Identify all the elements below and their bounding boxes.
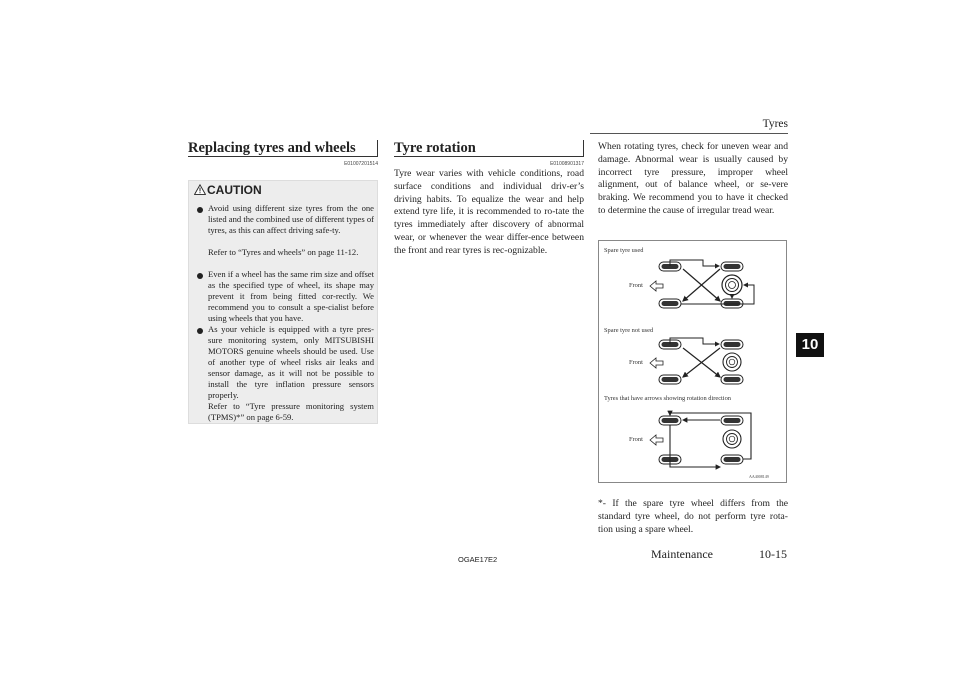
footer-section-name: Maintenance (651, 547, 713, 561)
rotation-check-body: When rotating tyres, check for uneven wear and damage. Abnormal wear is usually caused by incorrect tyre pressure, improper wheel alignment, out of balance wheel, or se-vere braking. We recommend you to have it checked to determine the cause of irregular tread wear. (598, 141, 788, 216)
warning-triangle-icon (194, 184, 206, 195)
figure-code: AA4008149 (749, 474, 769, 479)
tyre-icon (659, 299, 681, 308)
chapter-tab: 10 (796, 333, 824, 357)
bullet-dot (197, 273, 203, 279)
spare-tyre-icon (723, 430, 741, 448)
title-tick (377, 140, 378, 156)
section-title-tyre-rotation: Tyre rotation (394, 140, 476, 156)
bullet-dot (197, 207, 203, 213)
tyre-icon (659, 416, 681, 425)
page-number: 10-15 (759, 547, 787, 561)
caution-item-3-ref: Refer to “Tyre pressure monitoring system (TPMS)*” on page 6-59. (208, 401, 374, 422)
spare-tyre-icon (722, 275, 742, 295)
tyre-rotation-body: Tyre wear varies with vehicle conditions, road surface conditions and individual driv-er’s driving habits. To equalize the wear and help extend tyre life, it is recommended to ro-tate the tyres immediately after discovery of abnormal wear, or whenever the wear differ-ence between the front and rear tyres is rec-ognizable. (394, 168, 584, 256)
tyre-icon (721, 262, 743, 271)
tyre-icon (721, 375, 743, 384)
section-code: E01008901317 (550, 161, 584, 167)
title-tick (583, 140, 584, 156)
title-rule (394, 156, 584, 157)
caution-item-2: Even if a wheel has the same rim size and offset as the specified type of wheel, its shape may prevent it from being fitted cor-rectly. We recommend you to consult a spe-cialist before using wheels that you have. (208, 269, 374, 323)
spare-tyre-icon (723, 353, 741, 371)
header-rule (590, 133, 788, 134)
panel-label-spare-not-used: Spare tyre not used (604, 327, 654, 334)
title-rule (188, 156, 378, 157)
tyre-rotation-figure (598, 240, 787, 483)
running-head: Tyres (762, 118, 788, 130)
caution-item-1-ref: Refer to “Tyres and wheels” on page 11-12. (208, 247, 359, 257)
caution-item-1: Avoid using different size tyres from the one listed and the combined use of different types of tyres, as this can affect driving safe-ty. (208, 203, 374, 235)
front-label: Front (629, 436, 643, 443)
bullet-dot (197, 328, 203, 334)
panel-label-arrows: Tyres that have arrows showing rotation direction (604, 395, 731, 402)
front-arrow-icon (650, 358, 663, 368)
front-label: Front (629, 282, 643, 289)
tyre-icon (721, 340, 743, 349)
front-arrow-icon (650, 435, 663, 445)
document-code: OGAE17E2 (458, 555, 498, 564)
rotation-diagram (599, 241, 786, 482)
panel-label-spare-used: Spare tyre used (604, 247, 644, 254)
tyre-icon (659, 375, 681, 384)
section-title-replacing-tyres: Replacing tyres and wheels (188, 140, 356, 156)
spare-wheel-footnote: *- If the spare tyre wheel differs from the standard tyre wheel, do not perform tyre rota-tion using a spare wheel. (598, 498, 788, 535)
tyre-icon (721, 416, 743, 425)
tyre-icon (721, 455, 743, 464)
section-code: E01007201514 (344, 161, 378, 167)
caution-label: CAUTION (207, 183, 262, 197)
caution-box (188, 180, 378, 424)
front-label: Front (629, 359, 643, 366)
front-arrow-icon (650, 281, 663, 291)
caution-item-3: As your vehicle is equipped with a tyre pres-sure monitoring system, only MITSUBISHI MOTORS genuine wheels should be used. Use of another type of wheel risks air leaks and sensor damage, as it will not be possible to install the tyre inflation pressure sensors properly. (208, 324, 374, 400)
